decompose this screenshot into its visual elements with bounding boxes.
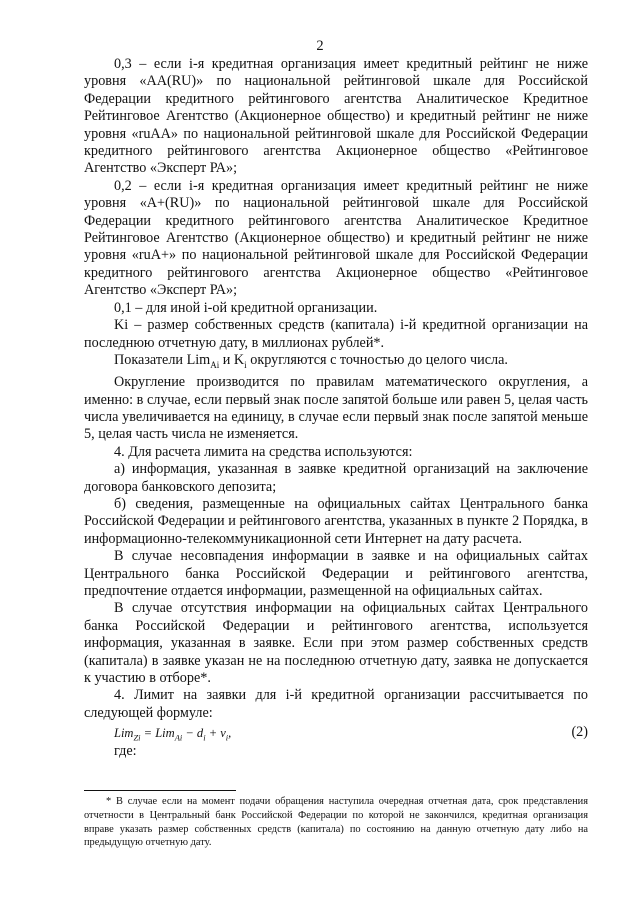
formula-lhs: Lim [114,726,134,741]
paragraph-ki-definition: Ki – размер собственных средств (капитала) i-й кредитной организации на последнюю отчетную дату, в миллионах рублей*. [84,317,588,351]
formula-minus-d: − d [182,726,204,741]
rounding-text-1: Показатели Lim [114,351,211,368]
rounding-text-2: и K [219,351,245,368]
formula-equals: = [140,726,156,741]
rounding-text-3: округляются с точностью до целого числа. [246,351,508,368]
formula-plus-v: + v [205,726,226,741]
paragraph-mismatch: В случае несовпадения информации в заявке и на официальных сайтах Центрального банка Российской Федерации и рейтингового агентства, предпочтение отдается информации, размещенной на официальных сайтах. [84,548,588,600]
rounding-sub-i: i [244,359,247,370]
formula-2 [114,725,231,747]
formula-rhs-lim: Lim [155,726,175,741]
paragraph-rating-0-2: 0,2 – если i-я кредитная организация имеет кредитный рейтинг не ниже уровня «A+(RU)» по национальной рейтинговой шкале для Российской Федерации кредитного рейтингового агентства Аналитическое Кредитное Рейтинговое Агентство (Акционерное общество) и кредитный рейтинг не ниже уровня «ruA+» по национальной рейтинговой шкале для Российской Федерации кредитного рейтингового агентства Акционерное общество «Рейтинговое Агентство «Эксперт РА»; [84,177,588,299]
paragraph-source-a: а) информация, указанная в заявке кредитной организаций на заключение договора банковского депозита; [84,461,588,495]
paragraph-rounding-indicators [84,352,588,374]
where-label: где: [114,743,137,760]
formula-lhs-sub: Zi [133,732,141,743]
page-number: 2 [316,38,324,54]
formula-end: , [228,726,232,741]
paragraph-rating-0-3: 0,3 – если i-я кредитная организация имеет кредитный рейтинг не ниже уровня «AA(RU)» по национальной рейтинговой шкале для Российской Федерации кредитного рейтингового агентства Аналитическое Кредитное Рейтинговое Агентство (Акционерное общество) и кредитный рейтинг не ниже уровня «ruAA» по национальной рейтинговой шкале для Российской Федерации кредитного рейтингового агентства Акционерное общество «Рейтинговое Агентство «Эксперт РА»; [84,56,588,177]
paragraph-limit-sources: 4. Для расчета лимита на средства используются: [114,443,413,460]
paragraph-limit-formula-intro: 4. Лимит на заявки для i-й кредитной организации рассчитывается по следующей формуле: [84,687,588,721]
footnote: * В случае если на момент подачи обращения наступила очередная отчетная дата, срок представления отчетности в Центральный банк Российской Федерации по которой не закончился, кредитная организация вправе указать размер собственных средств (капитала) по состоянию на данную отчетную дату либо на предыдущую отчетную дату. [84,796,588,849]
paragraph-source-b: б) сведения, размещенные на официальных сайтах Центрального банка Российской Федерации и рейтингового агентства, указанных в пункте 2 Порядка, в информационно-телекоммуникационной сети Интернет на дату расчета. [84,495,588,547]
formula-v-sub: i [225,732,229,743]
paragraph-absence: В случае отсутствия информации на официальных сайтах Центрального банка Российской Федерации и рейтингового агентства, используется информация, указанная в заявке. Если при этом размер собственных средств (капитала) в заявке указан не на последнюю отчетную дату, заявка не допускается к участию в отборе*. [84,600,588,687]
formula-d-sub: i [203,732,206,743]
rounding-sub-ai: Ai [210,359,220,370]
formula-rhs-lim-sub: Ai [174,732,183,743]
paragraph-rounding-rules: Округление производится по правилам математического округления, а именно: в случае, если первый знак после запятой больше или равен 5, целая часть числа увеличивается на единицу, в случае если первый знак после запятой меньше 5, целая часть числа не изменяется. [84,374,588,443]
paragraph-rating-0-1: 0,1 – для иной i-ой кредитной организации. [114,299,378,316]
formula-number: (2) [571,724,588,741]
document-body [84,56,588,761]
formula-row [84,723,588,743]
footnote-divider [84,790,236,791]
